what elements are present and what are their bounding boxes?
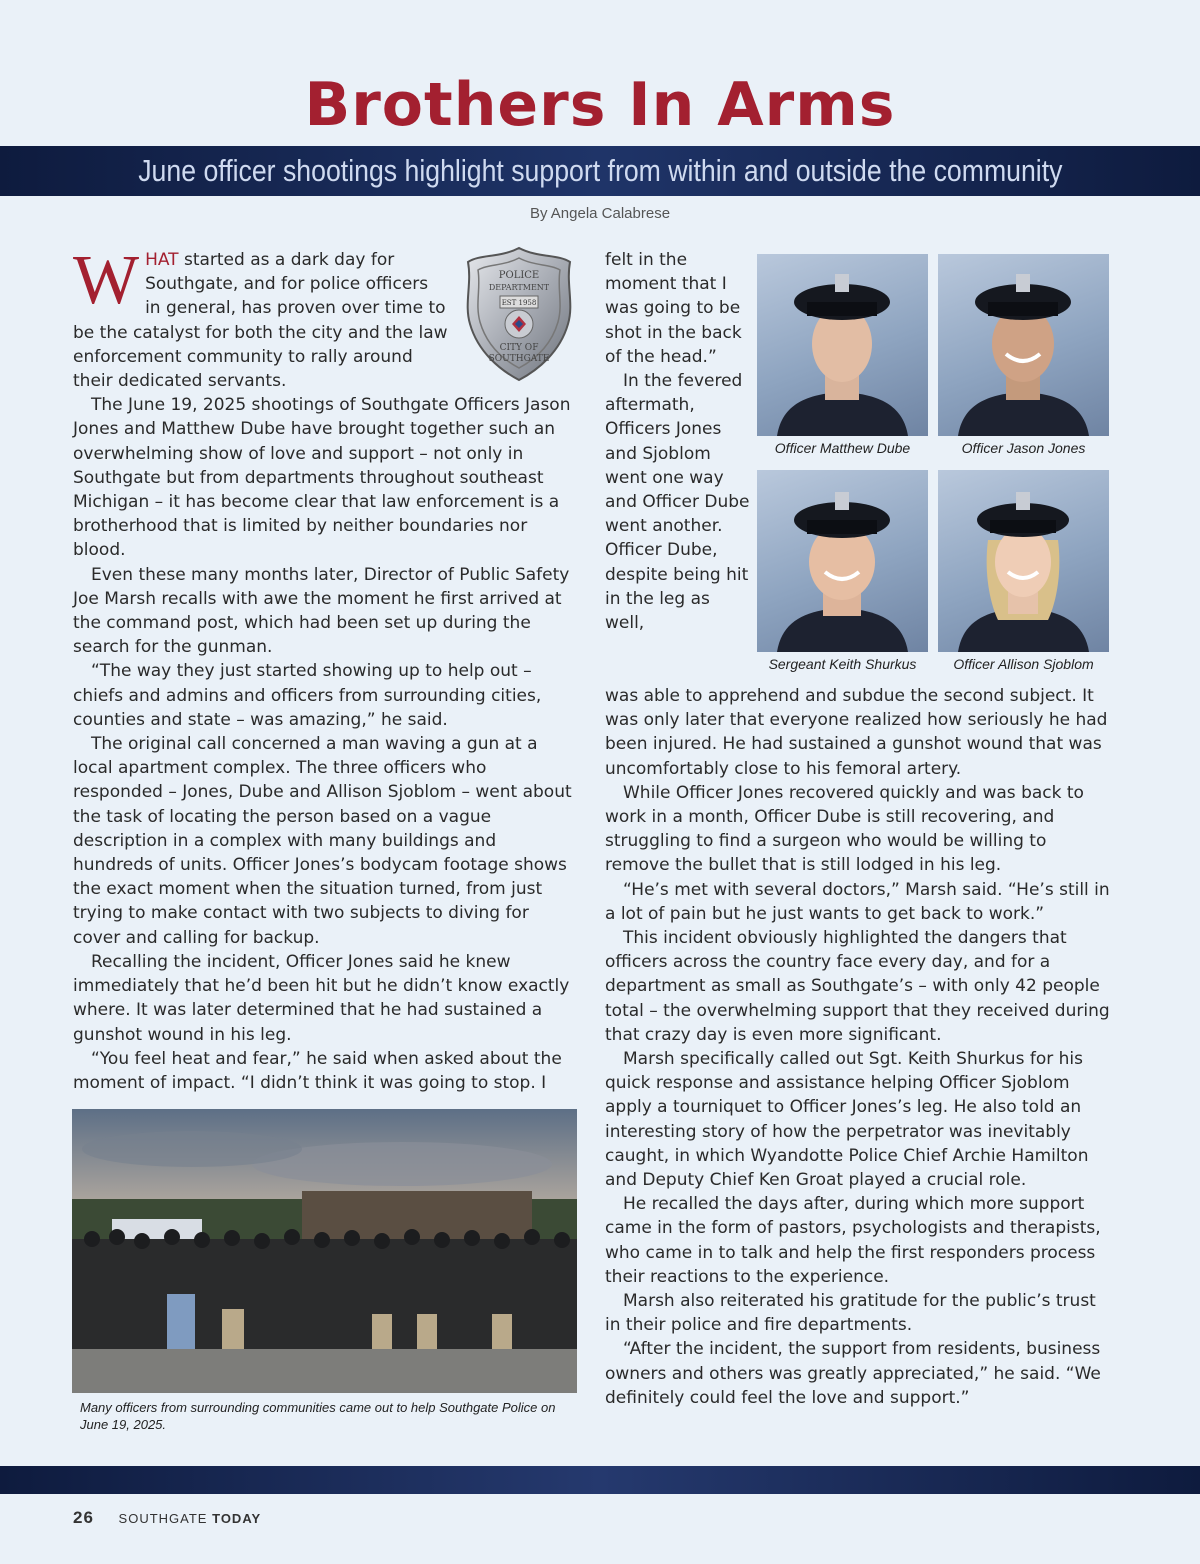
- paragraph-10: While Officer Jones recovered quickly and was back to work in a month, Officer Dube is still recovering, and struggling to find a surgeon who would be willing to remove the bullet that is still lodged in his leg.: [605, 782, 1084, 876]
- paragraph-4: “The way they just started showing up to help out – chiefs and admins and officers from surrounding cities, counties and state – was amazing,” he said.: [73, 661, 542, 730]
- portrait-keith-shurkus: [757, 470, 928, 652]
- paragraph-13: Marsh specifically called out Sgt. Keith Shurkus for his quick response and assistance helping Officer Sjoblom apply a tourniquet to Officer Jones’s leg. He also told an interesting story of how the perpetrator was inevitably caught, in which Wyandotte Police Chief Archie Hamilton and Deputy Chief Ken Groat played a crucial role.: [605, 1049, 1089, 1191]
- paragraph-12: This incident obviously highlighted the dangers that officers across the country face every day, and for a department as small as Southgate’s – with only 42 people total – the overwhelming support that they received during that crazy day is even more significant.: [605, 928, 1110, 1045]
- paragraph-3: Even these many months later, Director of Public Safety Joe Marsh recalls with awe the moment he first arrived at the command post, which had been set up during the search for the gunman.: [73, 564, 570, 658]
- lead-in: HAT: [145, 250, 179, 270]
- badge-text-southgate: SOUTHGATE: [488, 354, 550, 364]
- crowd-photo-caption: Many officers from surrounding communities came out to help Southgate Police on June 19, 2025.: [80, 1400, 556, 1432]
- paragraph-1: WHAT started as a dark day for Southgate, and for police officers in general, has proven over time to be the catalyst for both the city and the law enforcement community to rally around their dedicated servants.: [73, 242, 448, 392]
- badge-text-est: EST 1958: [501, 299, 537, 307]
- badge-text-city: CITY OF: [499, 343, 539, 353]
- page-footer: [73, 1508, 261, 1528]
- crowd-photo: [72, 1109, 577, 1393]
- drop-cap: W: [73, 242, 140, 319]
- police-badge-logo: [460, 244, 578, 384]
- footer-band: [0, 1466, 1200, 1494]
- portrait-caption-dube: Officer Matthew Dube: [774, 440, 911, 456]
- paragraph-7: “You feel heat and fear,” he said when asked about the moment of impact. “I didn’t think it was going to stop. I: [73, 1048, 562, 1093]
- column-right-narrow: [605, 248, 750, 635]
- paragraph-11: “He’s met with several doctors,” Marsh said. “He’s still in a lot of pain but he just wants to get back to work.”: [605, 879, 1110, 924]
- publication-name: SOUTHGATE: [118, 1511, 208, 1526]
- paragraph-16: “After the incident, the support from residents, business owners and others was greatly appreciated,” he said. “We definitely could feel the love and support.”: [605, 1339, 1101, 1408]
- article-title: Brothers In Arms: [304, 70, 896, 140]
- portrait-caption-sjoblom: Officer Allison Sjoblom: [953, 656, 1094, 672]
- subtitle-band: [0, 146, 1200, 196]
- paragraph-15: Marsh also reiterated his gratitude for the public’s trust in their police and fire departments.: [605, 1291, 1096, 1336]
- badge-text-department: DEPARTMENT: [488, 283, 550, 292]
- column-right-wide: [605, 684, 1110, 1410]
- column-left: [73, 242, 578, 1095]
- article-subtitle: June officer shootings highlight support from within and outside the community: [137, 153, 1063, 188]
- paragraph-6: Recalling the incident, Officer Jones said he knew immediately that he’d been hit but he didn’t know exactly where. It was later determined that he had sustained a gunshot wound in his leg.: [73, 951, 570, 1045]
- paragraph-8: felt in the moment that I was going to be shot in the back of the head.”: [605, 250, 742, 367]
- badge-text-police: POLICE: [498, 270, 540, 281]
- page-number: 26: [73, 1508, 94, 1527]
- portrait-caption-jones: Officer Jason Jones: [961, 440, 1086, 456]
- portrait-jason-jones: [938, 254, 1109, 436]
- paragraph-14: He recalled the days after, during which more support came in the form of pastors, psychologists and therapists, who came in to talk and help the first responders process their reactions to the experience.: [605, 1194, 1101, 1287]
- paragraph-9-cont: was able to apprehend and subdue the second subject. It was only later that everyone realized how seriously he had been injured. He had sustained a gunshot wound that was uncomfortably close to his femoral artery.: [605, 686, 1108, 779]
- paragraph-5: The original call concerned a man waving a gun at a local apartment complex. The three officers who responded – Jones, Dube and Allison Sjoblom – went about the task of locating the person based on a vague description in a complex with many buildings and hundreds of units. Officer Jones’s bodycam footage shows the exact moment when the situation turned, from just trying to make contact with two subjects to diving for cover and calling for backup.: [73, 734, 572, 948]
- paragraph-2: The June 19, 2025 shootings of Southgate Officers Jason Jones and Matthew Dube have brought together such an overwhelming show of love and support – not only in Southgate but from departments throughout southeast Michigan – it has become clear that law enforcement is a brotherhood that is limited by neither boundaries nor blood.: [73, 395, 571, 561]
- portrait-matthew-dube: [757, 254, 928, 436]
- byline: By Angela Calabrese: [529, 205, 671, 222]
- publication-name-bold: TODAY: [212, 1511, 262, 1526]
- portrait-allison-sjoblom: [938, 470, 1109, 652]
- portrait-caption-shurkus: Sergeant Keith Shurkus: [768, 656, 917, 672]
- paragraph-9: In the fevered aftermath, Officers Jones and Sjoblom went one way and Officer Dube went another. Officer Dube, despite being hit in the leg as well,: [605, 371, 750, 634]
